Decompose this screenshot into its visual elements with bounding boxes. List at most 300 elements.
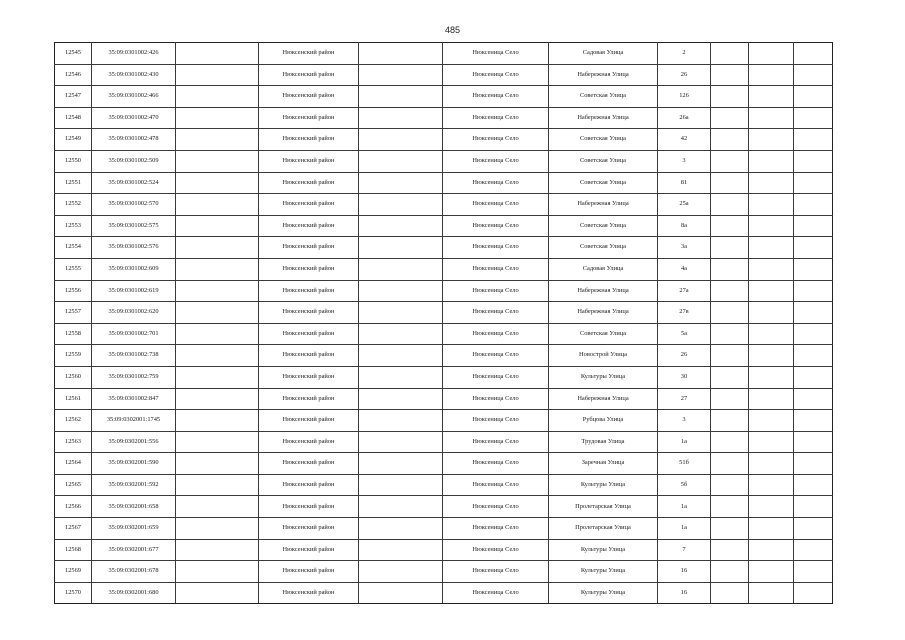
table-row [55,129,833,151]
empty-cell [749,258,794,280]
empty-cell [359,388,443,410]
empty-cell [749,518,794,540]
settlement-cell: Нюксеница Село [443,474,549,496]
empty-cell [794,388,833,410]
cadastral-number-cell: 35:09:0301002:470 [92,107,176,129]
street-cell: Советская Улица [549,323,658,345]
table-row [55,280,833,302]
empty-cell [711,431,749,453]
empty-cell [711,539,749,561]
house-number-cell: 3а [658,237,711,259]
district-cell: Нюксенский район [259,302,359,324]
table-row [55,194,833,216]
district-cell: Нюксенский район [259,539,359,561]
settlement-cell: Нюксеница Село [443,561,549,583]
street-cell: Рубцова Улица [549,410,658,432]
row-number-cell: 12570 [55,582,92,604]
district-cell: Нюксенский район [259,388,359,410]
street-cell: Заречная Улица [549,453,658,475]
house-number-cell: 27а [658,280,711,302]
empty-cell [359,129,443,151]
district-cell: Нюксенский район [259,366,359,388]
row-number-cell: 12563 [55,431,92,453]
house-number-cell: 26а [658,107,711,129]
street-cell: Набережная Улица [549,280,658,302]
settlement-cell: Нюксеница Село [443,280,549,302]
settlement-cell: Нюксеница Село [443,496,549,518]
empty-cell [711,64,749,86]
row-number-cell: 12550 [55,150,92,172]
cadastral-number-cell: 35:09:0302001:658 [92,496,176,518]
row-number-cell: 12548 [55,107,92,129]
row-number-cell: 12549 [55,129,92,151]
empty-cell [749,366,794,388]
empty-cell [359,345,443,367]
empty-cell [794,43,833,65]
empty-cell [176,107,259,129]
table-row [55,150,833,172]
cadastral-number-cell: 35:09:0301002:576 [92,237,176,259]
district-cell: Нюксенский район [259,237,359,259]
district-cell: Нюксенский район [259,518,359,540]
empty-cell [794,431,833,453]
street-cell: Набережная Улица [549,194,658,216]
district-cell: Нюксенский район [259,453,359,475]
house-number-cell: 27в [658,302,711,324]
cadastral-number-cell: 35:09:0301002:609 [92,258,176,280]
street-cell: Культуры Улица [549,561,658,583]
empty-cell [176,518,259,540]
settlement-cell: Нюксеница Село [443,43,549,65]
district-cell: Нюксенский район [259,561,359,583]
house-number-cell: 126 [658,86,711,108]
empty-cell [749,474,794,496]
table-row [55,431,833,453]
street-cell: Пролетарская Улица [549,496,658,518]
row-number-cell: 12558 [55,323,92,345]
empty-cell [711,215,749,237]
district-cell: Нюксенский район [259,215,359,237]
settlement-cell: Нюксеница Село [443,582,549,604]
empty-cell [359,172,443,194]
empty-cell [794,86,833,108]
table-row [55,561,833,583]
house-number-cell: 2 [658,43,711,65]
empty-cell [749,345,794,367]
row-number-cell: 12559 [55,345,92,367]
row-number-cell: 12545 [55,43,92,65]
street-cell: Пролетарская Улица [549,518,658,540]
district-cell: Нюксенский район [259,43,359,65]
cadastral-number-cell: 35:09:0302001:680 [92,582,176,604]
empty-cell [711,582,749,604]
row-number-cell: 12561 [55,388,92,410]
empty-cell [711,518,749,540]
empty-cell [749,496,794,518]
table-row [55,518,833,540]
district-cell: Нюксенский район [259,172,359,194]
street-cell: Советская Улица [549,237,658,259]
district-cell: Нюксенский район [259,474,359,496]
empty-cell [749,280,794,302]
district-cell: Нюксенский район [259,86,359,108]
empty-cell [176,64,259,86]
empty-cell [711,302,749,324]
empty-cell [711,345,749,367]
cadastral-number-cell: 35:09:0301002:619 [92,280,176,302]
empty-cell [794,410,833,432]
empty-cell [749,172,794,194]
cadastral-number-cell: 35:09:0301002:426 [92,43,176,65]
district-cell: Нюксенский район [259,345,359,367]
cadastral-number-cell: 35:09:0301002:759 [92,366,176,388]
empty-cell [711,496,749,518]
empty-cell [749,539,794,561]
district-cell: Нюксенский район [259,582,359,604]
empty-cell [794,237,833,259]
house-number-cell: 26 [658,64,711,86]
empty-cell [794,453,833,475]
house-number-cell: 25а [658,194,711,216]
district-cell: Нюксенский район [259,64,359,86]
empty-cell [176,561,259,583]
table-row [55,86,833,108]
table-row [55,496,833,518]
empty-cell [749,194,794,216]
street-cell: Трудовая Улица [549,431,658,453]
empty-cell [749,410,794,432]
empty-cell [749,431,794,453]
row-number-cell: 12565 [55,474,92,496]
cadastral-number-cell: 35:09:0302001:659 [92,518,176,540]
empty-cell [794,107,833,129]
settlement-cell: Нюксеница Село [443,86,549,108]
settlement-cell: Нюксеница Село [443,258,549,280]
table-row [55,366,833,388]
cadastral-number-cell: 35:09:0301002:524 [92,172,176,194]
district-cell: Нюксенский район [259,258,359,280]
empty-cell [794,302,833,324]
house-number-cell: 1а [658,496,711,518]
table-row [55,43,833,65]
cadastral-number-cell: 35:09:0302001:592 [92,474,176,496]
row-number-cell: 12568 [55,539,92,561]
street-cell: Советская Улица [549,215,658,237]
cadastral-number-cell: 35:09:0301002:570 [92,194,176,216]
settlement-cell: Нюксеница Село [443,215,549,237]
house-number-cell: 16 [658,582,711,604]
empty-cell [794,474,833,496]
table-row [55,237,833,259]
house-number-cell: 27 [658,388,711,410]
empty-cell [794,129,833,151]
house-number-cell: 51б [658,453,711,475]
cadastral-number-cell: 35:09:0302001:1745 [92,410,176,432]
table-row [55,388,833,410]
empty-cell [359,86,443,108]
row-number-cell: 12562 [55,410,92,432]
table-row [55,539,833,561]
settlement-cell: Нюксеница Село [443,323,549,345]
empty-cell [176,215,259,237]
empty-cell [176,150,259,172]
empty-cell [794,539,833,561]
empty-cell [711,129,749,151]
house-number-cell: 1а [658,518,711,540]
empty-cell [749,323,794,345]
empty-cell [794,561,833,583]
house-number-cell: 30 [658,366,711,388]
table-row [55,410,833,432]
empty-cell [711,410,749,432]
row-number-cell: 12564 [55,453,92,475]
empty-cell [359,518,443,540]
street-cell: Садовая Улица [549,258,658,280]
cadastral-number-cell: 35:09:0301002:466 [92,86,176,108]
cadastral-number-cell: 35:09:0301002:478 [92,129,176,151]
empty-cell [794,64,833,86]
street-cell: Набережная Улица [549,302,658,324]
street-cell: Набережная Улица [549,388,658,410]
row-number-cell: 12554 [55,237,92,259]
table-row [55,323,833,345]
empty-cell [176,431,259,453]
row-number-cell: 12553 [55,215,92,237]
empty-cell [359,194,443,216]
cadastral-number-cell: 35:09:0302001:556 [92,431,176,453]
house-number-cell: 16 [658,561,711,583]
row-number-cell: 12551 [55,172,92,194]
empty-cell [711,150,749,172]
empty-cell [749,237,794,259]
settlement-cell: Нюксеница Село [443,453,549,475]
district-cell: Нюксенский район [259,323,359,345]
empty-cell [711,474,749,496]
empty-cell [359,107,443,129]
empty-cell [749,129,794,151]
empty-cell [176,86,259,108]
empty-cell [794,323,833,345]
empty-cell [176,345,259,367]
empty-cell [794,280,833,302]
table-body [55,43,833,604]
empty-cell [176,302,259,324]
empty-cell [749,64,794,86]
settlement-cell: Нюксеница Село [443,237,549,259]
empty-cell [794,194,833,216]
settlement-cell: Нюксеница Село [443,194,549,216]
cadastral-number-cell: 35:09:0301002:575 [92,215,176,237]
empty-cell [359,366,443,388]
empty-cell [359,258,443,280]
empty-cell [176,388,259,410]
empty-cell [711,237,749,259]
empty-cell [794,582,833,604]
settlement-cell: Нюксеница Село [443,172,549,194]
cadastral-number-cell: 35:09:0302001:677 [92,539,176,561]
empty-cell [359,582,443,604]
cadastral-number-cell: 35:09:0302001:678 [92,561,176,583]
row-number-cell: 12557 [55,302,92,324]
table-row [55,345,833,367]
empty-cell [176,280,259,302]
empty-cell [711,366,749,388]
settlement-cell: Нюксеница Село [443,345,549,367]
street-cell: Культуры Улица [549,539,658,561]
house-number-cell: 1а [658,431,711,453]
empty-cell [749,302,794,324]
street-cell: Советская Улица [549,150,658,172]
table-row [55,64,833,86]
empty-cell [359,237,443,259]
empty-cell [176,172,259,194]
street-cell: Садовая Улица [549,43,658,65]
cadastral-number-cell: 35:09:0301002:620 [92,302,176,324]
empty-cell [711,280,749,302]
empty-cell [359,496,443,518]
property-registry-table [54,42,833,604]
empty-cell [749,561,794,583]
row-number-cell: 12552 [55,194,92,216]
empty-cell [359,539,443,561]
cadastral-number-cell: 35:09:0301002:847 [92,388,176,410]
table-row [55,215,833,237]
empty-cell [359,410,443,432]
empty-cell [176,323,259,345]
empty-cell [176,258,259,280]
empty-cell [711,86,749,108]
house-number-cell: 3 [658,150,711,172]
house-number-cell: 4а [658,258,711,280]
page-number: 485 [444,25,461,35]
district-cell: Нюксенский район [259,129,359,151]
table-row [55,453,833,475]
empty-cell [711,453,749,475]
empty-cell [359,302,443,324]
settlement-cell: Нюксеница Село [443,410,549,432]
empty-cell [359,43,443,65]
empty-cell [176,237,259,259]
house-number-cell: 42 [658,129,711,151]
empty-cell [711,258,749,280]
row-number-cell: 12566 [55,496,92,518]
empty-cell [749,215,794,237]
district-cell: Нюксенский район [259,150,359,172]
empty-cell [794,215,833,237]
settlement-cell: Нюксеница Село [443,302,549,324]
empty-cell [794,518,833,540]
street-cell: Набережная Улица [549,107,658,129]
empty-cell [359,280,443,302]
empty-cell [359,431,443,453]
row-number-cell: 12556 [55,280,92,302]
street-cell: Советская Улица [549,172,658,194]
empty-cell [794,345,833,367]
cadastral-number-cell: 35:09:0301002:701 [92,323,176,345]
empty-cell [176,129,259,151]
empty-cell [749,150,794,172]
house-number-cell: 7 [658,539,711,561]
empty-cell [749,453,794,475]
table-row [55,474,833,496]
empty-cell [711,194,749,216]
house-number-cell: 5а [658,323,711,345]
house-number-cell: 8а [658,215,711,237]
district-cell: Нюксенский район [259,280,359,302]
settlement-cell: Нюксеница Село [443,388,549,410]
empty-cell [359,561,443,583]
empty-cell [749,43,794,65]
empty-cell [359,474,443,496]
empty-cell [711,388,749,410]
row-number-cell: 12560 [55,366,92,388]
settlement-cell: Нюксеница Село [443,150,549,172]
empty-cell [794,366,833,388]
cadastral-number-cell: 35:09:0301002:509 [92,150,176,172]
empty-cell [176,474,259,496]
empty-cell [176,453,259,475]
street-cell: Культуры Улица [549,366,658,388]
empty-cell [749,86,794,108]
settlement-cell: Нюксеница Село [443,64,549,86]
street-cell: Новострой Улица [549,345,658,367]
cadastral-number-cell: 35:09:0301002:430 [92,64,176,86]
empty-cell [176,194,259,216]
settlement-cell: Нюксеница Село [443,107,549,129]
empty-cell [176,496,259,518]
empty-cell [794,172,833,194]
table-row [55,172,833,194]
cadastral-number-cell: 35:09:0302001:590 [92,453,176,475]
settlement-cell: Нюксеница Село [443,129,549,151]
empty-cell [359,64,443,86]
cadastral-number-cell: 35:09:0301002:738 [92,345,176,367]
street-cell: Советская Улица [549,86,658,108]
empty-cell [176,582,259,604]
row-number-cell: 12546 [55,64,92,86]
row-number-cell: 12569 [55,561,92,583]
empty-cell [711,323,749,345]
row-number-cell: 12547 [55,86,92,108]
settlement-cell: Нюксеница Село [443,366,549,388]
empty-cell [359,215,443,237]
empty-cell [359,150,443,172]
house-number-cell: 81 [658,172,711,194]
settlement-cell: Нюксеница Село [443,539,549,561]
table-row [55,107,833,129]
empty-cell [794,258,833,280]
street-cell: Советская Улица [549,129,658,151]
street-cell: Культуры Улица [549,582,658,604]
empty-cell [176,43,259,65]
empty-cell [176,539,259,561]
district-cell: Нюксенский район [259,107,359,129]
district-cell: Нюксенский район [259,496,359,518]
house-number-cell: 5б [658,474,711,496]
district-cell: Нюксенский район [259,194,359,216]
empty-cell [794,496,833,518]
street-cell: Культуры Улица [549,474,658,496]
table-row [55,582,833,604]
empty-cell [794,150,833,172]
empty-cell [711,172,749,194]
house-number-cell: 26 [658,345,711,367]
empty-cell [176,410,259,432]
row-number-cell: 12567 [55,518,92,540]
empty-cell [711,561,749,583]
empty-cell [359,323,443,345]
empty-cell [176,366,259,388]
